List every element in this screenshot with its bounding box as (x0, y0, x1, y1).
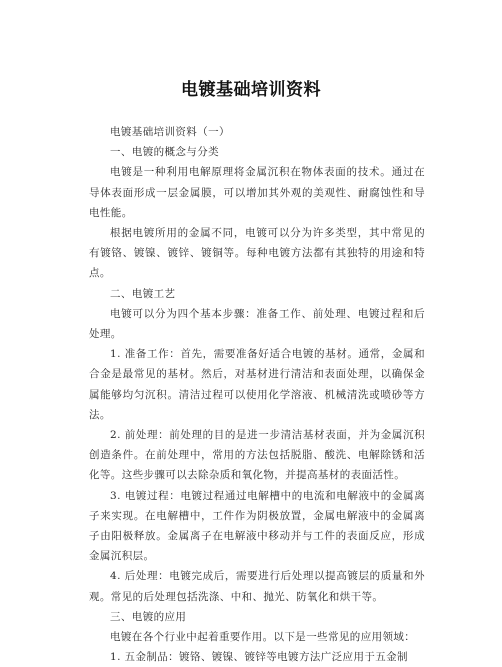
body-paragraph: 电镀是一种利用电解原理将金属沉积在物体表面的技术。通过在导体表面形成一层金属膜，可以增加其外观的美观性、耐腐蚀性和导电性能。 (89, 166, 425, 219)
list-item-paragraph: 1. 准备工作：首先，需要准备好适合电镀的基材。通常，金属和合金是最常见的基材。然后，对基材进行清洁和表面处理，以确保金属能够均匀沉积。清洁过程可以使用化学溶液、机械清洗或喷砂等方法。 (89, 348, 425, 421)
document-title: 电镀基础培训资料 (181, 80, 321, 100)
section-heading-1: 一、电镀的概念与分类 (110, 146, 219, 159)
section-heading-3: 三、电镀的应用 (110, 610, 187, 623)
document-body (89, 122, 425, 667)
body-paragraph: 电镀在各个行业中起着重要作用。以下是一些常见的应用领域： (110, 631, 416, 644)
body-paragraph: 根据电镀所用的金属不同，电镀可以分为许多类型，其中常见的有镀铬、镀镍、镀锌、镀铜等。每种电镀方法都有其独特的用途和特点。 (89, 227, 425, 280)
list-item-paragraph: 1. 五金制品：镀铬、镀镍、镀锌等电镀方法广泛应用于五金制 (110, 651, 408, 664)
list-item-paragraph: 2. 前处理：前处理的目的是进一步清洁基材表面，并为金属沉积创造条件。在前处理中，常用的方法包括脱脂、酸洗、电解除锈和活化等。这些步骤可以去除杂质和氧化物，并提高基材的表面活性。 (89, 429, 425, 482)
subtitle-paragraph: 电镀基础培训资料（一） (110, 126, 230, 138)
section-heading-2: 二、电镀工艺 (110, 287, 176, 300)
body-paragraph: 电镀可以分为四个基本步骤：准备工作、前处理、电镀过程和后处理。 (89, 307, 425, 341)
list-item-paragraph: 4. 后处理：电镀完成后，需要进行后处理以提高镀层的质量和外观。常见的后处理包括洗涤、中和、抛光、防氧化和烘干等。 (89, 570, 425, 603)
list-item-paragraph: 3. 电镀过程：电镀过程通过电解槽中的电流和电解液中的金属离子来实现。在电解槽中，工件作为阴极放置，金属电解液中的金属离子由阳极释放。金属离子在电解液中移动并与工件的表面反应，形成金属沉积层。 (89, 489, 425, 563)
